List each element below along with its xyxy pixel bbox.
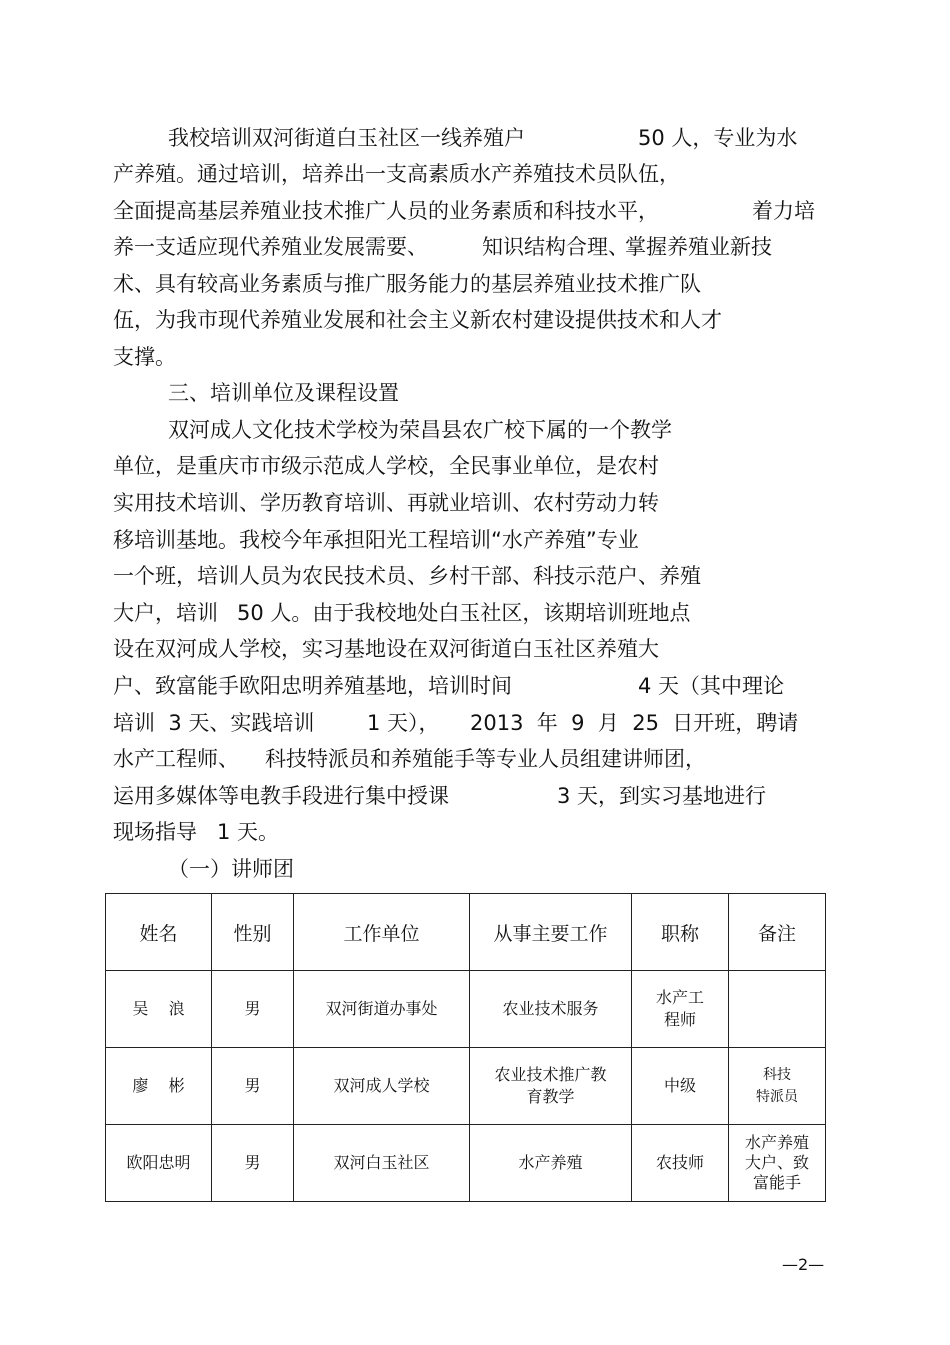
cell-title: 中级 (632, 1048, 729, 1125)
cell-unit: 双河成人学校 (294, 1048, 470, 1125)
cell-name: 吴 浪 (106, 971, 212, 1048)
header-title: 职称 (632, 894, 729, 971)
cell-name: 欧阳忠明 (106, 1125, 212, 1202)
table-row (106, 1125, 826, 1202)
text-segment: 术、具有较高业务素质与推广服务能力的基层养殖业技术推广队 (113, 272, 701, 296)
text-segment: 知识结构合理、 (482, 235, 629, 259)
cell-note: 水产养殖 大户、致 富能手 (729, 1125, 826, 1202)
cell-work: 农业技术推广教 育教学 (470, 1048, 632, 1125)
header-note: 备注 (729, 894, 826, 971)
text-segment: 我校培训双河街道白玉社区一线养殖户 (168, 126, 525, 150)
cell-note: 科技 特派员 (729, 1048, 826, 1125)
cell-title: 水产工 程师 (632, 971, 729, 1048)
text-segment: 着力培 (752, 199, 815, 223)
cell-gender: 男 (212, 971, 294, 1048)
cell-unit: 双河白玉社区 (294, 1125, 470, 1202)
text-segment: 三、培训单位及课程设置 (168, 381, 399, 405)
header-gender: 性别 (212, 894, 294, 971)
table-row (106, 971, 826, 1048)
text-segment: 养一支适应现代养殖业发展需要、 (113, 235, 428, 259)
text-segment: 实用技术培训、学历教育培训、再就业培训、农村劳动力转 (113, 491, 659, 515)
cell-work: 农业技术服务 (470, 971, 632, 1048)
text-segment: 水产工程师、 (113, 747, 239, 771)
text-segment: 设在双河成人学校，实习基地设在双河街道白玉社区养殖大 (113, 637, 659, 661)
text-segment: 3 天，到实习基地进行 (557, 784, 767, 808)
text-segment: 移培训基地。我校今年承担阳光工程培训“水产养殖”专业 (113, 528, 639, 552)
text-segment: 培训 3 天、实践培训 (113, 711, 315, 735)
text-segment: 全面提高基层养殖业技术推广人员的业务素质和科技水平， (113, 199, 659, 223)
header-name: 姓名 (106, 894, 212, 971)
text-segment: 伍，为我市现代养殖业发展和社会主义新农村建设提供技术和人才 (113, 308, 722, 332)
text-segment: 2013 年 9 月 25 日开班，聘请 (470, 711, 799, 735)
cell-gender: 男 (212, 1125, 294, 1202)
text-segment: 户、致富能手欧阳忠明养殖基地，培训时间 (113, 674, 512, 698)
text-segment: 科技特派员和养殖能手等专业人员组建讲师团， (265, 747, 706, 771)
cell-gender: 男 (212, 1048, 294, 1125)
text-segment: 掌握养殖业新技 (625, 235, 772, 259)
cell-note (729, 971, 826, 1048)
cell-unit: 双河街道办事处 (294, 971, 470, 1048)
text-segment: 一个班，培训人员为农民技术员、乡村干部、科技示范户、养殖 (113, 564, 701, 588)
text-segment: 现场指导 1 天。 (113, 820, 280, 844)
lecturer-table (105, 893, 826, 1202)
text-segment: 1 天）， (367, 711, 440, 735)
text-segment: 大户，培训 (113, 601, 218, 625)
text-segment: 4 天（其中理论 (638, 674, 785, 698)
text-segment: 支撑。 (113, 345, 176, 369)
text-segment: 单位，是重庆市市级示范成人学校，全民事业单位，是农村 (113, 454, 659, 478)
table-row (106, 1048, 826, 1125)
text-segment: 50 人。由于我校地处白玉社区，该期培训班地点 (237, 601, 691, 625)
cell-title: 农技师 (632, 1125, 729, 1202)
text-segment: 运用多媒体等电教手段进行集中授课 (113, 784, 449, 808)
cell-work: 水产养殖 (470, 1125, 632, 1202)
table-header-row (106, 894, 826, 971)
header-work: 从事主要工作 (470, 894, 632, 971)
cell-name: 廖 彬 (106, 1048, 212, 1125)
text-segment: 50 人，专业为水 (638, 126, 798, 150)
text-segment: （一）讲师团 (168, 857, 294, 881)
page-number: —2— (782, 1255, 825, 1274)
text-segment: 双河成人文化技术学校为荣昌县农广校下属的一个教学 (168, 418, 672, 442)
text-segment: 产养殖。通过培训，培养出一支高素质水产养殖技术员队伍， (113, 162, 680, 186)
header-unit: 工作单位 (294, 894, 470, 971)
